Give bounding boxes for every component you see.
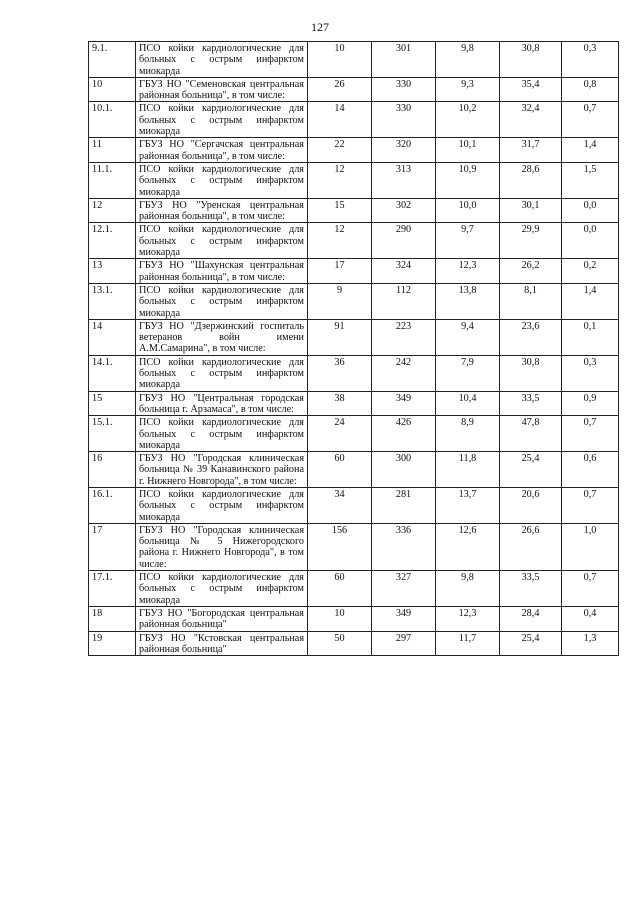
value-col-4: 31,7 bbox=[500, 138, 562, 163]
table-row bbox=[89, 283, 619, 319]
value-col-5: 0,7 bbox=[562, 102, 619, 138]
value-col-2: 320 bbox=[372, 138, 436, 163]
value-col-3: 11,8 bbox=[436, 452, 500, 488]
institution-name: ПСО койки кардиологические для больных с острым инфарктом миокарда bbox=[136, 283, 308, 319]
value-col-1: 26 bbox=[308, 77, 372, 102]
value-col-4: 28,4 bbox=[500, 606, 562, 631]
value-col-3: 8,9 bbox=[436, 416, 500, 452]
table-row bbox=[89, 77, 619, 102]
table-row bbox=[89, 631, 619, 656]
institution-name: ГБУЗ НО "Центральная городская больница г. Арзамаса", в том числе: bbox=[136, 391, 308, 416]
table-row bbox=[89, 355, 619, 391]
table-row bbox=[89, 259, 619, 284]
value-col-1: 34 bbox=[308, 487, 372, 523]
institution-name: ПСО койки кардиологические для больных с острым инфарктом миокарда bbox=[136, 162, 308, 198]
table-row bbox=[89, 452, 619, 488]
value-col-5: 0,2 bbox=[562, 259, 619, 284]
value-col-1: 60 bbox=[308, 571, 372, 607]
value-col-2: 349 bbox=[372, 606, 436, 631]
institution-name: ПСО койки кардиологические для больных с острым инфарктом миокарда bbox=[136, 355, 308, 391]
value-col-3: 11,7 bbox=[436, 631, 500, 656]
value-col-3: 13,7 bbox=[436, 487, 500, 523]
table-row bbox=[89, 223, 619, 259]
institution-name: ГБУЗ НО "Сергачская центральная районная больница", в том числе: bbox=[136, 138, 308, 163]
value-col-2: 290 bbox=[372, 223, 436, 259]
value-col-4: 30,8 bbox=[500, 355, 562, 391]
value-col-1: 38 bbox=[308, 391, 372, 416]
institution-name: ПСО койки кардиологические для больных с острым инфарктом миокарда bbox=[136, 102, 308, 138]
table-row bbox=[89, 391, 619, 416]
institution-name: ГБУЗ НО "Дзержинский госпиталь ветеранов войн имени А.М.Самарина", в том числе: bbox=[136, 319, 308, 355]
value-col-5: 0,1 bbox=[562, 319, 619, 355]
value-col-4: 33,5 bbox=[500, 571, 562, 607]
value-col-2: 242 bbox=[372, 355, 436, 391]
row-number: 14 bbox=[89, 319, 136, 355]
value-col-3: 9,4 bbox=[436, 319, 500, 355]
institution-name: ГБУЗ НО "Шахунская центральная районная больница", в том числе: bbox=[136, 259, 308, 284]
value-col-1: 156 bbox=[308, 523, 372, 570]
value-col-5: 0,0 bbox=[562, 198, 619, 223]
value-col-2: 330 bbox=[372, 77, 436, 102]
value-col-3: 13,8 bbox=[436, 283, 500, 319]
value-col-2: 327 bbox=[372, 571, 436, 607]
value-col-2: 324 bbox=[372, 259, 436, 284]
row-number: 12 bbox=[89, 198, 136, 223]
value-col-3: 9,8 bbox=[436, 571, 500, 607]
value-col-1: 12 bbox=[308, 223, 372, 259]
row-number: 19 bbox=[89, 631, 136, 656]
table-row bbox=[89, 162, 619, 198]
value-col-1: 24 bbox=[308, 416, 372, 452]
value-col-3: 7,9 bbox=[436, 355, 500, 391]
value-col-2: 112 bbox=[372, 283, 436, 319]
value-col-2: 313 bbox=[372, 162, 436, 198]
value-col-4: 30,8 bbox=[500, 42, 562, 78]
institution-name: ГБУЗ НО "Городская клиническая больница № 5 Нижегородского района г. Нижнего Новгорода", в том числе: bbox=[136, 523, 308, 570]
row-number: 16.1. bbox=[89, 487, 136, 523]
value-col-4: 29,9 bbox=[500, 223, 562, 259]
table-row bbox=[89, 606, 619, 631]
value-col-5: 0,6 bbox=[562, 452, 619, 488]
value-col-3: 12,6 bbox=[436, 523, 500, 570]
row-number: 15.1. bbox=[89, 416, 136, 452]
table-body bbox=[89, 42, 619, 656]
value-col-1: 22 bbox=[308, 138, 372, 163]
value-col-1: 10 bbox=[308, 42, 372, 78]
value-col-4: 8,1 bbox=[500, 283, 562, 319]
value-col-5: 1,0 bbox=[562, 523, 619, 570]
institution-name: ГБУЗ НО "Богородская центральная районная больница" bbox=[136, 606, 308, 631]
page-number: 127 bbox=[311, 20, 329, 34]
institution-name: ПСО койки кардиологические для больных с острым инфарктом миокарда bbox=[136, 42, 308, 78]
value-col-3: 9,3 bbox=[436, 77, 500, 102]
value-col-3: 10,2 bbox=[436, 102, 500, 138]
value-col-4: 26,6 bbox=[500, 523, 562, 570]
table-row bbox=[89, 319, 619, 355]
table-row bbox=[89, 138, 619, 163]
institution-name: ПСО койки кардиологические для больных с острым инфарктом миокарда bbox=[136, 571, 308, 607]
institution-name: ГБУЗ НО "Семеновская центральная районная больница", в том числе: bbox=[136, 77, 308, 102]
row-number: 18 bbox=[89, 606, 136, 631]
value-col-5: 1,3 bbox=[562, 631, 619, 656]
value-col-3: 10,9 bbox=[436, 162, 500, 198]
value-col-4: 30,1 bbox=[500, 198, 562, 223]
row-number: 11 bbox=[89, 138, 136, 163]
value-col-1: 60 bbox=[308, 452, 372, 488]
value-col-4: 33,5 bbox=[500, 391, 562, 416]
value-col-3: 9,8 bbox=[436, 42, 500, 78]
row-number: 17.1. bbox=[89, 571, 136, 607]
value-col-3: 12,3 bbox=[436, 259, 500, 284]
table-row bbox=[89, 571, 619, 607]
value-col-1: 12 bbox=[308, 162, 372, 198]
row-number: 12.1. bbox=[89, 223, 136, 259]
value-col-1: 91 bbox=[308, 319, 372, 355]
value-col-5: 0,9 bbox=[562, 391, 619, 416]
value-col-2: 301 bbox=[372, 42, 436, 78]
value-col-5: 1,4 bbox=[562, 138, 619, 163]
institution-name: ПСО койки кардиологические для больных с острым инфарктом миокарда bbox=[136, 487, 308, 523]
value-col-5: 0,3 bbox=[562, 42, 619, 78]
value-col-4: 35,4 bbox=[500, 77, 562, 102]
row-number: 13 bbox=[89, 259, 136, 284]
value-col-1: 9 bbox=[308, 283, 372, 319]
row-number: 17 bbox=[89, 523, 136, 570]
value-col-2: 281 bbox=[372, 487, 436, 523]
value-col-1: 15 bbox=[308, 198, 372, 223]
value-col-5: 0,3 bbox=[562, 355, 619, 391]
row-number: 16 bbox=[89, 452, 136, 488]
value-col-5: 1,5 bbox=[562, 162, 619, 198]
value-col-3: 10,0 bbox=[436, 198, 500, 223]
value-col-5: 0,4 bbox=[562, 606, 619, 631]
row-number: 15 bbox=[89, 391, 136, 416]
institution-name: ПСО койки кардиологические для больных с острым инфарктом миокарда bbox=[136, 416, 308, 452]
table-row bbox=[89, 102, 619, 138]
institution-name: ГБУЗ НО "Уренская центральная районная больница", в том числе: bbox=[136, 198, 308, 223]
value-col-4: 28,6 bbox=[500, 162, 562, 198]
value-col-5: 0,0 bbox=[562, 223, 619, 259]
institution-name: ГБУЗ НО "Кстовская центральная районная больница" bbox=[136, 631, 308, 656]
value-col-5: 0,7 bbox=[562, 487, 619, 523]
institution-name: ПСО койки кардиологические для больных с острым инфарктом миокарда bbox=[136, 223, 308, 259]
value-col-1: 17 bbox=[308, 259, 372, 284]
value-col-2: 336 bbox=[372, 523, 436, 570]
value-col-4: 26,2 bbox=[500, 259, 562, 284]
table-row bbox=[89, 487, 619, 523]
value-col-1: 10 bbox=[308, 606, 372, 631]
row-number: 10.1. bbox=[89, 102, 136, 138]
value-col-4: 47,8 bbox=[500, 416, 562, 452]
institution-name: ГБУЗ НО "Городская клиническая больница № 39 Канавинского района г. Нижнего Новгорода", в том числе: bbox=[136, 452, 308, 488]
value-col-1: 14 bbox=[308, 102, 372, 138]
value-col-2: 302 bbox=[372, 198, 436, 223]
value-col-2: 330 bbox=[372, 102, 436, 138]
table-row bbox=[89, 198, 619, 223]
value-col-4: 25,4 bbox=[500, 452, 562, 488]
value-col-4: 23,6 bbox=[500, 319, 562, 355]
row-number: 10 bbox=[89, 77, 136, 102]
value-col-4: 32,4 bbox=[500, 102, 562, 138]
value-col-2: 297 bbox=[372, 631, 436, 656]
value-col-2: 223 bbox=[372, 319, 436, 355]
value-col-4: 25,4 bbox=[500, 631, 562, 656]
value-col-1: 36 bbox=[308, 355, 372, 391]
value-col-2: 349 bbox=[372, 391, 436, 416]
value-col-1: 50 bbox=[308, 631, 372, 656]
value-col-3: 12,3 bbox=[436, 606, 500, 631]
row-number: 13.1. bbox=[89, 283, 136, 319]
value-col-5: 0,7 bbox=[562, 571, 619, 607]
hospital-beds-table bbox=[88, 41, 619, 656]
value-col-5: 1,4 bbox=[562, 283, 619, 319]
row-number: 11.1. bbox=[89, 162, 136, 198]
table-row bbox=[89, 42, 619, 78]
value-col-3: 10,1 bbox=[436, 138, 500, 163]
value-col-4: 20,6 bbox=[500, 487, 562, 523]
value-col-5: 0,8 bbox=[562, 77, 619, 102]
value-col-3: 9,7 bbox=[436, 223, 500, 259]
value-col-2: 300 bbox=[372, 452, 436, 488]
row-number: 9.1. bbox=[89, 42, 136, 78]
value-col-3: 10,4 bbox=[436, 391, 500, 416]
table-row bbox=[89, 416, 619, 452]
value-col-5: 0,7 bbox=[562, 416, 619, 452]
value-col-2: 426 bbox=[372, 416, 436, 452]
table-row bbox=[89, 523, 619, 570]
row-number: 14.1. bbox=[89, 355, 136, 391]
